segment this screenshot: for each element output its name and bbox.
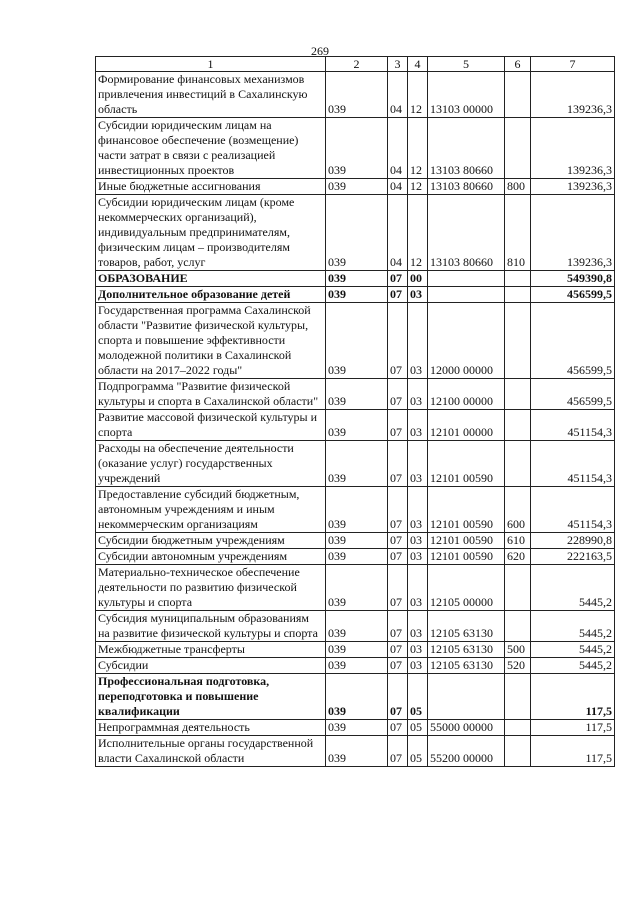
row-section-cell: 07 [388, 303, 408, 379]
row-name-cell: ОБРАЗОВАНИЕ [96, 271, 326, 287]
row-section-cell: 07 [388, 487, 408, 533]
row-section-cell: 04 [388, 72, 408, 118]
header-cell: 1 [96, 57, 326, 72]
row-grbs-cell: 039 [326, 720, 388, 736]
row-target-article-cell: 13103 80660 [428, 195, 505, 271]
row-target-article-cell: 12101 00000 [428, 410, 505, 441]
table-row [96, 549, 615, 565]
row-section-cell: 07 [388, 549, 408, 565]
header-cell: 5 [428, 57, 505, 72]
row-name-cell: Профессиональная подготовка, переподготовка и повышение квалификации [96, 674, 326, 720]
row-expense-type-cell [505, 118, 531, 179]
row-amount-cell: 5445,2 [531, 611, 615, 642]
row-subsection-cell: 03 [408, 658, 428, 674]
row-amount-cell: 451154,3 [531, 410, 615, 441]
row-target-article-cell: 12101 00590 [428, 441, 505, 487]
row-expense-type-cell [505, 410, 531, 441]
row-name-cell: Субсидия муниципальным образованиям на развитие физической культуры и спорта [96, 611, 326, 642]
row-name-cell: Иные бюджетные ассигнования [96, 179, 326, 195]
row-target-article-cell: 13103 00000 [428, 72, 505, 118]
row-expense-type-cell [505, 271, 531, 287]
row-target-article-cell: 12105 00000 [428, 565, 505, 611]
row-grbs-cell: 039 [326, 565, 388, 611]
row-subsection-cell: 03 [408, 410, 428, 441]
row-name-cell: Субсидии юридическим лицам на финансовое обеспечение (возмещение) части затрат в связи с реализацией инвестиционных проектов [96, 118, 326, 179]
row-name-cell: Дополнительное образование детей [96, 287, 326, 303]
row-section-cell: 04 [388, 118, 408, 179]
row-grbs-cell: 039 [326, 611, 388, 642]
table-row [96, 736, 615, 767]
row-grbs-cell: 039 [326, 118, 388, 179]
row-expense-type-cell [505, 565, 531, 611]
row-amount-cell: 5445,2 [531, 658, 615, 674]
table-row [96, 533, 615, 549]
row-amount-cell: 456599,5 [531, 379, 615, 410]
header-cell: 2 [326, 57, 388, 72]
row-amount-cell: 451154,3 [531, 441, 615, 487]
row-section-cell: 07 [388, 533, 408, 549]
row-expense-type-cell [505, 720, 531, 736]
row-section-cell: 07 [388, 658, 408, 674]
row-section-cell: 07 [388, 287, 408, 303]
table-row [96, 379, 615, 410]
row-amount-cell: 139236,3 [531, 195, 615, 271]
row-subsection-cell: 12 [408, 179, 428, 195]
row-target-article-cell [428, 287, 505, 303]
table-row [96, 72, 615, 118]
row-subsection-cell: 03 [408, 549, 428, 565]
row-amount-cell: 139236,3 [531, 118, 615, 179]
row-target-article-cell: 12105 63130 [428, 611, 505, 642]
row-name-cell: Предоставление субсидий бюджетным, автономным учреждениям и иным некоммерческим организациям [96, 487, 326, 533]
row-expense-type-cell: 620 [505, 549, 531, 565]
row-target-article-cell: 12100 00000 [428, 379, 505, 410]
row-section-cell: 07 [388, 642, 408, 658]
row-subsection-cell: 03 [408, 287, 428, 303]
row-amount-cell: 117,5 [531, 720, 615, 736]
header-cell: 3 [388, 57, 408, 72]
header-cell: 6 [505, 57, 531, 72]
row-name-cell: Субсидии [96, 658, 326, 674]
row-subsection-cell: 12 [408, 72, 428, 118]
row-target-article-cell: 12105 63130 [428, 658, 505, 674]
row-expense-type-cell: 520 [505, 658, 531, 674]
row-section-cell: 04 [388, 179, 408, 195]
row-amount-cell: 5445,2 [531, 642, 615, 658]
row-target-article-cell: 12105 63130 [428, 642, 505, 658]
row-grbs-cell: 039 [326, 379, 388, 410]
row-section-cell: 07 [388, 565, 408, 611]
row-section-cell: 04 [388, 195, 408, 271]
row-subsection-cell: 03 [408, 487, 428, 533]
row-name-cell: Государственная программа Сахалинской области "Развитие физической культуры, спорта и повышение эффективности молодежной политики в Сахалинской области на 2017–2022 годы" [96, 303, 326, 379]
table-row [96, 674, 615, 720]
row-section-cell: 07 [388, 720, 408, 736]
row-grbs-cell: 039 [326, 674, 388, 720]
table-row [96, 441, 615, 487]
row-section-cell: 07 [388, 379, 408, 410]
table-row [96, 195, 615, 271]
row-subsection-cell: 05 [408, 674, 428, 720]
row-name-cell: Расходы на обеспечение деятельности (оказание услуг) государственных учреждений [96, 441, 326, 487]
row-section-cell: 07 [388, 271, 408, 287]
row-target-article-cell: 13103 80660 [428, 179, 505, 195]
row-expense-type-cell [505, 674, 531, 720]
page-number: 269 [311, 44, 329, 58]
row-grbs-cell: 039 [326, 441, 388, 487]
row-expense-type-cell [505, 611, 531, 642]
row-subsection-cell: 00 [408, 271, 428, 287]
row-target-article-cell: 55000 00000 [428, 720, 505, 736]
row-grbs-cell: 039 [326, 72, 388, 118]
row-name-cell: Субсидии юридическим лицам (кроме некоммерческих организаций), индивидуальным предпринимателям, физическим лицам – производителям товаров, работ, услуг [96, 195, 326, 271]
row-amount-cell: 228990,8 [531, 533, 615, 549]
table-row [96, 410, 615, 441]
row-amount-cell: 456599,5 [531, 287, 615, 303]
row-amount-cell: 117,5 [531, 674, 615, 720]
table-row [96, 565, 615, 611]
row-grbs-cell: 039 [326, 487, 388, 533]
row-expense-type-cell: 800 [505, 179, 531, 195]
row-target-article-cell: 12101 00590 [428, 533, 505, 549]
table-row [96, 611, 615, 642]
row-amount-cell: 451154,3 [531, 487, 615, 533]
row-target-article-cell: 12101 00590 [428, 487, 505, 533]
row-subsection-cell: 05 [408, 720, 428, 736]
row-section-cell: 07 [388, 611, 408, 642]
row-grbs-cell: 039 [326, 287, 388, 303]
row-expense-type-cell: 810 [505, 195, 531, 271]
row-section-cell: 07 [388, 410, 408, 441]
row-section-cell: 07 [388, 736, 408, 767]
row-grbs-cell: 039 [326, 642, 388, 658]
row-name-cell: Субсидии автономным учреждениям [96, 549, 326, 565]
table-row [96, 271, 615, 287]
table-row [96, 487, 615, 533]
row-subsection-cell: 12 [408, 195, 428, 271]
row-name-cell: Межбюджетные трансферты [96, 642, 326, 658]
row-expense-type-cell [505, 379, 531, 410]
row-amount-cell: 139236,3 [531, 72, 615, 118]
table-row [96, 642, 615, 658]
table-row [96, 287, 615, 303]
row-amount-cell: 139236,3 [531, 179, 615, 195]
row-amount-cell: 5445,2 [531, 565, 615, 611]
row-target-article-cell: 13103 80660 [428, 118, 505, 179]
row-target-article-cell: 55200 00000 [428, 736, 505, 767]
row-name-cell: Подпрограмма "Развитие физической культуры и спорта в Сахалинской области" [96, 379, 326, 410]
row-name-cell: Развитие массовой физической культуры и спорта [96, 410, 326, 441]
row-amount-cell: 456599,5 [531, 303, 615, 379]
row-amount-cell: 117,5 [531, 736, 615, 767]
row-subsection-cell: 03 [408, 642, 428, 658]
row-subsection-cell: 03 [408, 379, 428, 410]
row-target-article-cell: 12101 00590 [428, 549, 505, 565]
row-name-cell: Материально-техническое обеспечение деятельности по развитию физической культуры и спорта [96, 565, 326, 611]
row-subsection-cell: 03 [408, 533, 428, 549]
row-subsection-cell: 03 [408, 303, 428, 379]
row-expense-type-cell: 500 [505, 642, 531, 658]
row-grbs-cell: 039 [326, 303, 388, 379]
row-grbs-cell: 039 [326, 179, 388, 195]
table-row [96, 179, 615, 195]
row-expense-type-cell [505, 441, 531, 487]
row-subsection-cell: 03 [408, 565, 428, 611]
row-expense-type-cell [505, 287, 531, 303]
table-row [96, 118, 615, 179]
row-target-article-cell [428, 271, 505, 287]
row-grbs-cell: 039 [326, 658, 388, 674]
table-row [96, 658, 615, 674]
row-section-cell: 07 [388, 674, 408, 720]
row-expense-type-cell [505, 303, 531, 379]
header-cell: 4 [408, 57, 428, 72]
row-name-cell: Исполнительные органы государственной власти Сахалинской области [96, 736, 326, 767]
row-subsection-cell: 03 [408, 611, 428, 642]
row-grbs-cell: 039 [326, 736, 388, 767]
table-row [96, 303, 615, 379]
row-grbs-cell: 039 [326, 195, 388, 271]
row-subsection-cell: 05 [408, 736, 428, 767]
row-section-cell: 07 [388, 441, 408, 487]
row-name-cell: Субсидии бюджетным учреждениям [96, 533, 326, 549]
row-expense-type-cell [505, 72, 531, 118]
row-name-cell: Непрограммная деятельность [96, 720, 326, 736]
row-grbs-cell: 039 [326, 271, 388, 287]
row-amount-cell: 549390,8 [531, 271, 615, 287]
header-cell: 7 [531, 57, 615, 72]
table-header-row [96, 57, 615, 72]
row-name-cell: Формирование финансовых механизмов привлечения инвестиций в Сахалинскую область [96, 72, 326, 118]
row-subsection-cell: 03 [408, 441, 428, 487]
row-subsection-cell: 12 [408, 118, 428, 179]
row-grbs-cell: 039 [326, 410, 388, 441]
row-expense-type-cell: 610 [505, 533, 531, 549]
row-grbs-cell: 039 [326, 549, 388, 565]
row-target-article-cell [428, 674, 505, 720]
table-row [96, 720, 615, 736]
budget-table [95, 56, 615, 767]
row-grbs-cell: 039 [326, 533, 388, 549]
row-expense-type-cell: 600 [505, 487, 531, 533]
row-amount-cell: 222163,5 [531, 549, 615, 565]
row-target-article-cell: 12000 00000 [428, 303, 505, 379]
row-expense-type-cell [505, 736, 531, 767]
